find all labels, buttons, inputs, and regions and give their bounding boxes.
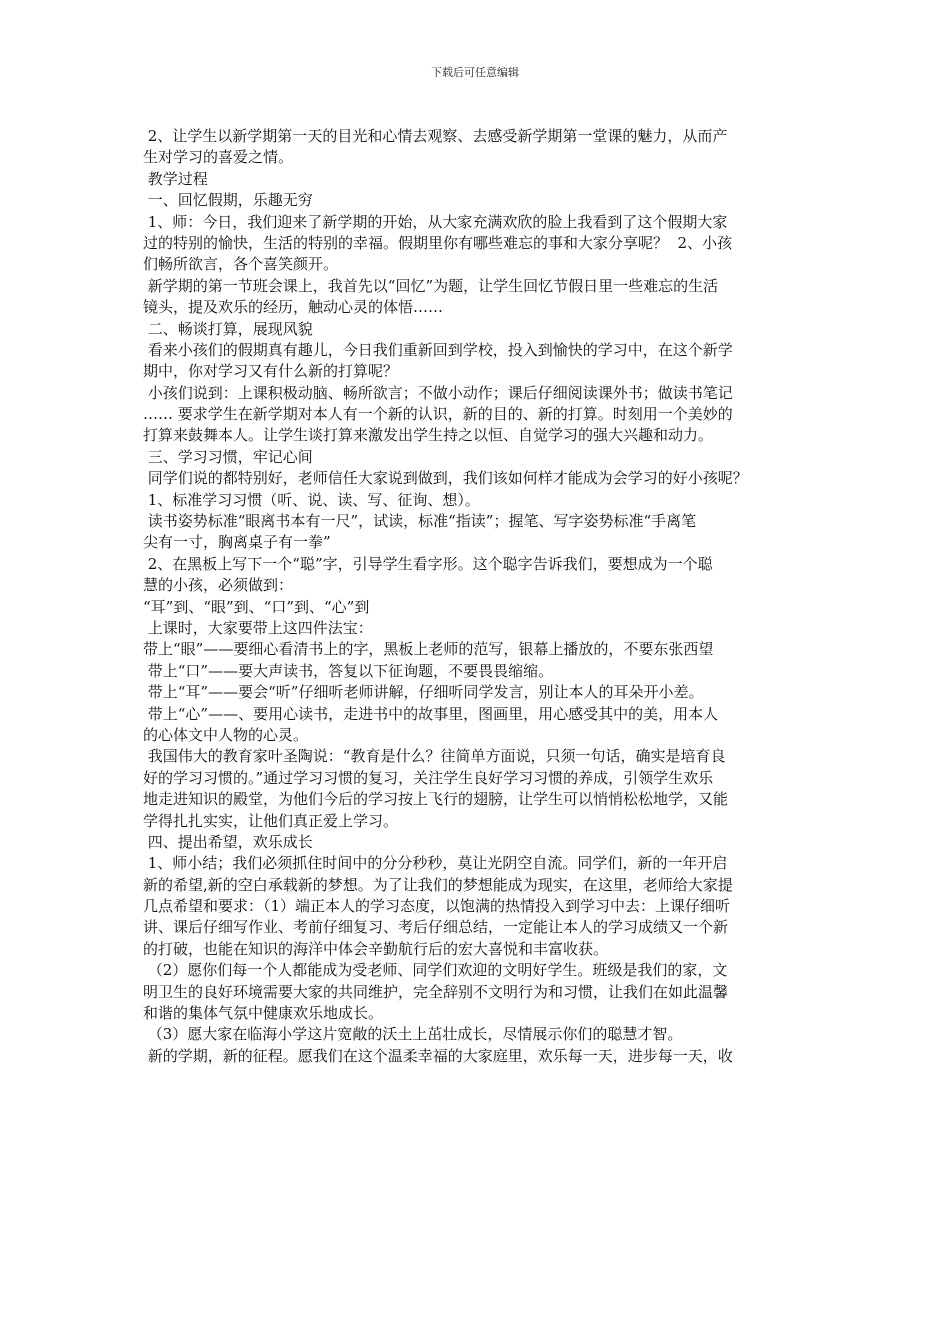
text-line: 2、让学生以新学期第一天的目光和心情去观察、去感受新学期第一堂课的魅力，从而产: [143, 127, 728, 145]
text-line: 尖有一寸，胸离桌子有一拳”: [143, 533, 331, 552]
text-line: 新的学期，新的征程。愿我们在这个温柔幸福的大家庭里，欢乐每一天，进步每一天，收: [143, 1046, 733, 1065]
text-line: 明卫生的良好环境需要大家的共同维护，完全辞别不文明行为和习惯，让我们在如此温馨: [143, 982, 729, 1001]
text-line: 几点希望和要求：（1）端正本人的学习态度，以饱满的热情投入到学习中去：上课仔细听: [143, 897, 731, 916]
text-line: …… 要求学生在新学期对本人有一个新的认识，新的目的、新的打算。时刻用一个美妙的: [143, 405, 733, 424]
text-line: 上课时，大家要带上这四件法宝：: [143, 618, 373, 637]
text-line: 们畅所欲言，各个喜笑颜开。: [143, 255, 339, 274]
text-line: 的心体文中人物的心灵。: [143, 725, 309, 744]
text-line: 好的学习习惯的。”通过学习习惯的复习，关注学生良好学习习惯的养成，引领学生欢乐: [143, 768, 714, 787]
document-body: [143, 126, 823, 1067]
text-line: 期中，你对学习又有什么新的打算呢？: [143, 362, 399, 381]
text-line: 1、师：今日，我们迎来了新学期的开始，从大家充满欢欣的脸上我看到了这个假期大家: [143, 212, 728, 231]
text-line: 新学期的第一节班会课上，我首先以“回忆”为题，让学生回忆节假日里一些难忘的生活: [143, 276, 719, 295]
text-line: 我国伟大的教育家叶圣陶说：“教育是什么？往简单方面说，只须一句话，确实是培育良: [143, 747, 726, 766]
text-line: 带上“口”——要大声读书，答复以下征询题，不要畏畏缩缩。: [143, 661, 554, 680]
text-line: 带上“耳”——要会“听”仔细听老师讲解，仔细听同学发言，别让本人的耳朵开小差。: [143, 683, 704, 702]
page-header: 下载后可任意编辑: [431, 66, 519, 79]
text-line: 1、标准学习习惯（听、说、读、写、征询、想）。: [143, 490, 480, 509]
text-line: 带上“眼”——要细心看清书上的字，黑板上老师的范写，银幕上播放的，不要东张西望: [143, 640, 714, 659]
text-line: 带上“心”——、要用心读书，走进书中的故事里，图画里，用心感受其中的美，用本人: [143, 704, 719, 723]
text-line: 打算来鼓舞本人。让学生谈打算来激发出学生持之以恒、自觉学习的强大兴趣和动力。: [143, 426, 714, 445]
text-line: 四、提出希望，欢乐成长: [143, 832, 313, 851]
text-line: 讲、课后仔细写作业、考前仔细复习、考后仔细总结，一定能让本人的学习成绩又一个新: [143, 918, 729, 937]
text-line: 生对学习的喜爱之情。: [143, 148, 294, 167]
text-line: （2）愿你们每一个人都能成为受老师、同学们欢迎的文明好学生。班级是我们的家，文: [143, 961, 728, 980]
text-line: （3）愿大家在临海小学这片宽敞的沃土上茁壮成长，尽情展示你们的聪慧才智。: [143, 1025, 683, 1044]
text-line: 同学们说的都特别好，老师信任大家说到做到，我们该如何样才能成为会学习的好小孩呢？: [143, 469, 748, 488]
text-line: 1、师小结；我们必须抓住时间中的分分秒秒，莫让光阴空自流。同学们，新的一年开启: [143, 854, 728, 873]
text-line: 地走进知识的殿堂，为他们今后的学习按上飞行的翅膀，让学生可以悄悄松松地学，又能: [143, 790, 729, 809]
text-line: 和谐的集体气氛中健康欢乐地成长。: [143, 1004, 384, 1023]
text-line: 一、回忆假期，乐趣无穷: [143, 191, 313, 210]
text-line: 读书姿势标准“眼离书本有一尺”，试读，标准“指读”；握笔、写字姿势标准“手离笔: [143, 512, 697, 531]
text-line: 的打破，也能在知识的海洋中体会辛勤航行后的宏大喜悦和丰富收获。: [143, 939, 609, 958]
text-line: 三、学习习惯，牢记心间: [143, 447, 313, 466]
text-line: 镜头，提及欢乐的经历，触动心灵的体悟……: [143, 298, 444, 317]
text-line: 慧的小孩，必须做到：: [143, 576, 294, 595]
text-line: 学得扎扎实实，让他们真正爱上学习。: [143, 811, 399, 830]
text-line: 教学过程: [143, 169, 208, 188]
text-line: “耳”到、“眼”到、“口”到、“心”到: [143, 597, 370, 616]
text-line: 新的希望,新的空白承载新的梦想。为了让我们的梦想能成为现实，在这里，老师给大家提: [143, 875, 733, 894]
text-line: 二、畅谈打算，展现风貌: [143, 319, 313, 338]
text-line: 看来小孩们的假期真有趣儿，今日我们重新回到学校，投入到愉快的学习中，在这个新学: [143, 340, 733, 359]
text-line: 小孩们说到：上课积极动脑、畅所欲言；不做小动作；课后仔细阅读课外书；做读书笔记: [143, 383, 733, 402]
text-line: 过的特别的愉快，生活的特别的幸福。假期里你有哪些难忘的事和大家分享呢？ 2、小孩: [143, 233, 733, 252]
text-line: 2、在黑板上写下一个“聪”字，引导学生看字形。这个聪字告诉我们，要想成为一个聪: [143, 554, 713, 573]
